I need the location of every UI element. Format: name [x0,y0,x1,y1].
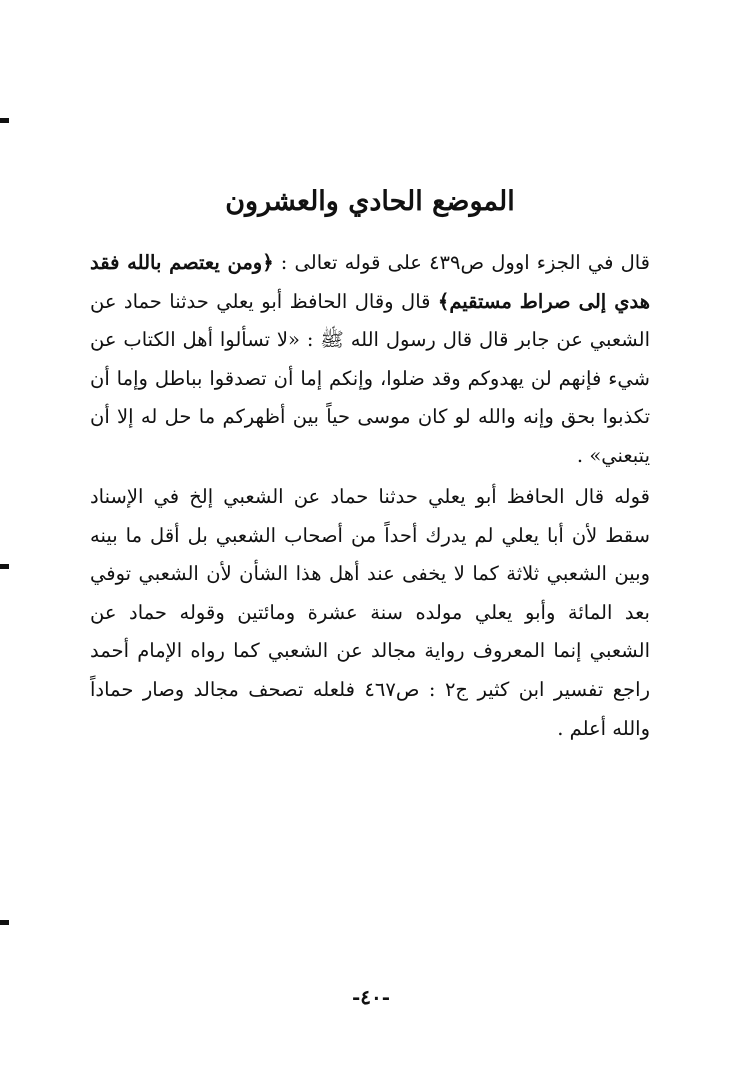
hadith-text: قال وقال الحافظ أبو يعلي حدثنا حماد عن الشعبي عن جابر قال قال رسول الله ﷺ : «لا تسألوا أهل الكتاب عن شيء فإنهم لن يهدوكم وقد ضلوا، وإنكم إما أن تصدقوا بباطل وإما أن تكذبوا بحق وإنه والله لو كان موسى حياً بين أظهركم ما حل له إلا أن يتبعني» . [90,289,650,467]
scan-edge-mark [0,920,9,925]
section-title: الموضع الحادي والعشرون [225,186,515,217]
quran-verse: ﴿ومن يعتصم بالله فقد هدي إلى صراط مستقيم﴾ [90,251,650,313]
paragraph-intro: قال في الجزء اوول ص٤٣٩ على قوله تعالى : [273,251,650,274]
page-number: -٤٠- [351,985,391,1009]
scan-edge-mark [0,564,9,569]
scan-edge-mark [0,118,9,123]
paragraph-quotation [90,244,650,476]
paragraph-commentary: قوله قال الحافظ أبو يعلي حدثنا حماد عن الشعبي إلخ في الإسناد سقط لأن أبا يعلي لم يدرك أحداً من أصحاب الشعبي بل أقل ما بينه وبين الشعبي ثلاثة كما لا يخفى عند أهل هذا الشأن لأن الشعبي توفي بعد المائة وأبو يعلي مولده سنة عشرة ومائتين وقوله حماد عن الشعبي إنما المعروف رواية مجالد عن الشعبي كما رواه الإمام أحمد راجع تفسير ابن كثير ج٢ : ص٤٦٧ فلعله تصحف مجالد وصار حماداً والله أعلم . [90,485,650,740]
